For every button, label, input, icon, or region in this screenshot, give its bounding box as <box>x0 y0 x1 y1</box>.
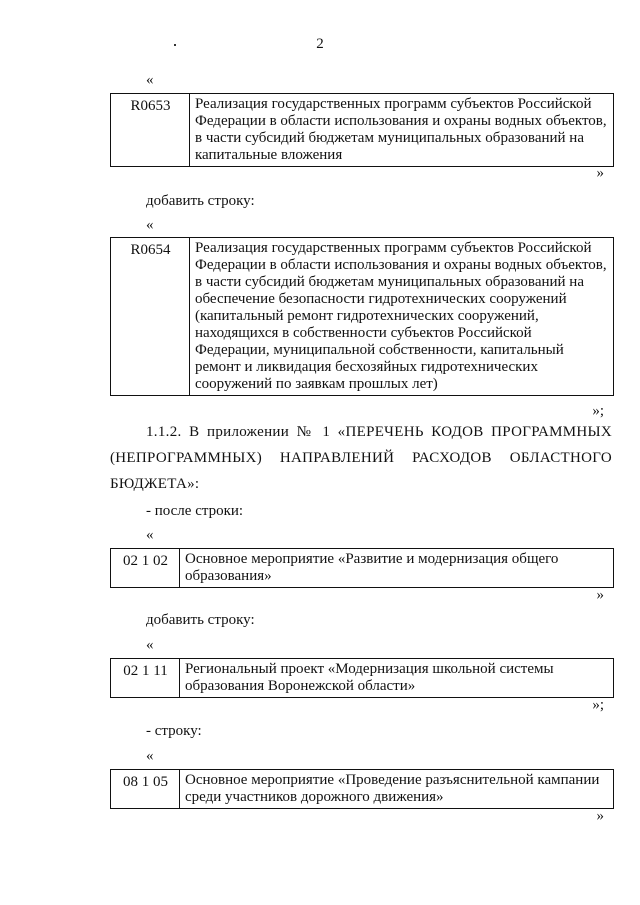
row-code: 08 1 05 <box>111 770 180 809</box>
row-code: R0653 <box>111 94 190 167</box>
row-description: Основное мероприятие «Проведение разъяснительной кампании среди участников дорожного движения» <box>180 770 614 809</box>
code-table-row-1 <box>110 93 614 167</box>
quote-open-5: « <box>146 748 154 764</box>
add-row-label: добавить строку: <box>146 193 255 209</box>
quote-close-1: » <box>596 165 604 181</box>
quote-open-3: « <box>146 527 154 543</box>
section-paragraph: 1.1.2. В приложении № 1 «ПЕРЕЧЕНЬ КОДОВ ПРОГРАММНЫХ (НЕПРОГРАММНЫХ) НАПРАВЛЕНИЙ РАСХОДОВ ОБЛАСТНОГО БЮДЖЕТА»: <box>110 424 612 492</box>
quote-open-2: « <box>146 217 154 233</box>
row-label: - строку: <box>146 723 202 739</box>
row-description: Региональный проект «Модернизация школьной системы образования Воронежской области» <box>180 659 614 698</box>
quote-open-1: « <box>146 72 154 88</box>
row-code: 02 1 11 <box>111 659 180 698</box>
row-code: 02 1 02 <box>111 549 180 588</box>
after-row-label: - после строки: <box>146 503 244 519</box>
page-number: 2 <box>316 36 324 52</box>
quote-close-3: » <box>596 587 604 603</box>
code-table-row-3 <box>110 548 614 588</box>
scan-speck <box>174 44 176 46</box>
code-table-row-4 <box>110 658 614 698</box>
row-description: Реализация государственных программ субъектов Российской Федерации в области использования и охраны водных объектов, в части субсидий бюджетам муниципальных образований на капитальные вложения <box>190 94 614 167</box>
quote-open-4: « <box>146 637 154 653</box>
add-row-label-2: добавить строку: <box>146 612 255 628</box>
quote-close-2: »; <box>592 403 604 419</box>
row-code: R0654 <box>111 238 190 396</box>
code-table-row-2 <box>110 237 614 396</box>
row-description: Реализация государственных программ субъектов Российской Федерации в области использования и охраны водных объектов, в части субсидий бюджетам муниципальных образований на обеспечение безопасности гидротехнических сооружений (капитальный ремонт гидротехнических сооружений, находящихся в собственности субъектов Российской Федерации, муниципальной собственности, капитальный ремонт и ликвидация бесхозяйных гидротехнических сооружений по заявкам прошлых лет) <box>190 238 614 396</box>
quote-close-5: » <box>596 808 604 824</box>
quote-close-4: »; <box>592 697 604 713</box>
row-description: Основное мероприятие «Развитие и модернизация общего образования» <box>180 549 614 588</box>
code-table-row-5 <box>110 769 614 809</box>
